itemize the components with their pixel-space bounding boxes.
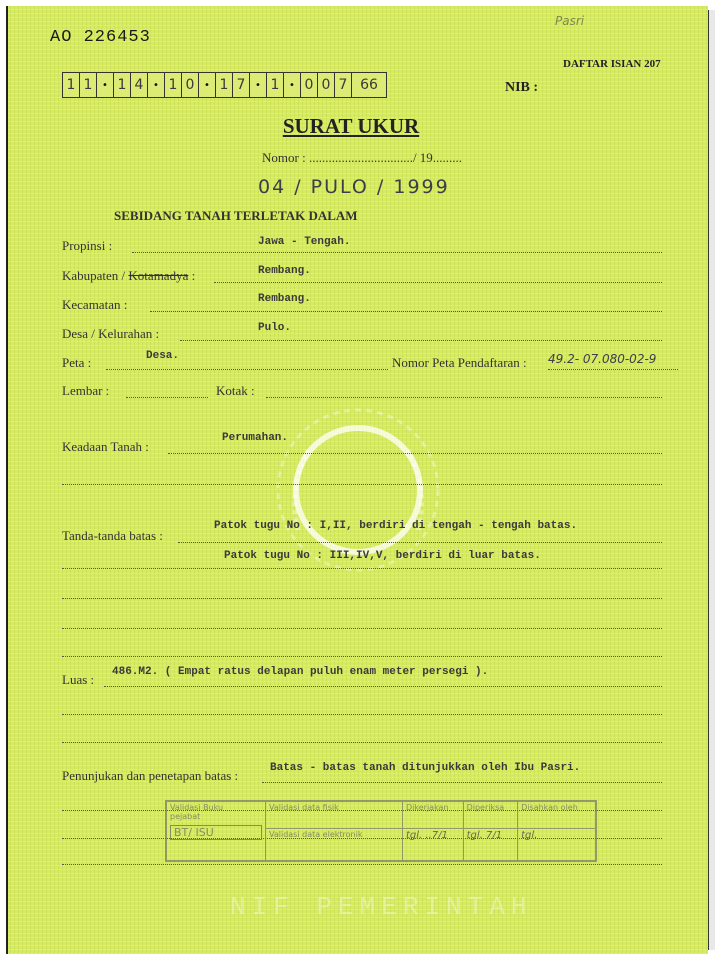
tanda-line-3 [62, 598, 662, 599]
nib-label: NIB : [505, 80, 539, 95]
luas-label: Luas : [62, 672, 95, 687]
stamp-col5-head: Disahkan oleh [518, 802, 596, 829]
lembar-line [126, 397, 208, 398]
nib-box: 66 [360, 77, 378, 93]
stamp-col1-box: BT/ ISU [170, 825, 262, 840]
penunjukan-label: Penunjukan dan penetapan batas : [62, 768, 239, 783]
nomor-value: 04 / PULO / 1999 [258, 176, 450, 198]
nib-box: 4 [131, 73, 148, 97]
desa-label: Desa / Kelurahan : [62, 326, 160, 341]
penunjukan-value: Batas - batas tanah ditunjukkan oleh Ibu Pasri. [270, 762, 581, 774]
desa-value: Pulo. [258, 322, 292, 334]
tanda-label: Tanda-tanda batas : [62, 528, 163, 543]
peta-value: Desa. [146, 350, 180, 362]
tanda-line [178, 542, 662, 543]
nib-box: • [250, 73, 267, 97]
nib-box: 7 [233, 73, 250, 97]
stamp-col5-signature: tgl. [518, 829, 596, 861]
desa-line [180, 340, 662, 341]
lembar-label: Lembar : [62, 383, 110, 398]
tanda-line-5 [62, 656, 662, 657]
luas-line [104, 686, 662, 687]
nib-box: 1 [80, 73, 97, 97]
tanda-line-4 [62, 628, 662, 629]
keadaan-line [168, 453, 662, 454]
stamp-col3-signature: tgl. ..7/1 [403, 829, 464, 861]
stamp-col1 [167, 802, 266, 861]
nomor-peta-value: 49.2- 07.080-02-9 [548, 352, 657, 366]
stamp-col1-top: Validasi Buku [170, 803, 224, 812]
kotamadya-struck: Kotamadya [128, 268, 189, 283]
kabupaten-value: Rembang. [258, 265, 311, 277]
paper-edge [708, 10, 715, 950]
validation-stamp [165, 800, 597, 862]
kecamatan-line [150, 311, 662, 312]
nib-box-row [62, 72, 387, 98]
peta-label: Peta : [62, 355, 92, 370]
nib-box: 1 [114, 73, 131, 97]
kabupaten-label-a: Kabupaten / [62, 268, 129, 283]
kabupaten-label-c: : [188, 268, 196, 283]
nomor-peta-line [548, 369, 678, 370]
kecamatan-label: Kecamatan : [62, 297, 128, 312]
nib-box: 1 [216, 73, 233, 97]
document-title: SURAT UKUR [282, 114, 420, 138]
stamp-col4-head: Diperiksa [463, 802, 518, 829]
kotak-label: Kotak : [216, 383, 255, 398]
propinsi-value: Jawa - Tengah. [258, 236, 351, 248]
stamp-col4-signature: tgl. 7/1 [463, 829, 518, 861]
penunjukan-line [262, 782, 662, 783]
serial-number: AO 226453 [50, 28, 151, 47]
nib-box: • [284, 73, 301, 97]
nib-box: • [148, 73, 165, 97]
stamp-col1-sub: pejabat [170, 812, 201, 821]
nib-box: 0 [182, 73, 199, 97]
stamp-col2-top: Validasi data fisik [266, 802, 403, 829]
keadaan-value: Perumahan. [222, 432, 289, 444]
kecamatan-value: Rembang. [258, 293, 311, 305]
propinsi-label: Propinsi : [62, 238, 113, 253]
luas-line-3 [62, 742, 662, 743]
stamp-col2-bottom: Validasi data elektronik [266, 829, 403, 861]
nib-box: 1 [63, 73, 80, 97]
form-code: DAFTAR ISIAN 207 [563, 58, 661, 70]
tanda-line2: Patok tugu No : III,IV,V, berdiri di luar batas. [224, 550, 541, 562]
nib-box: 0 [301, 73, 318, 97]
faded-watermark-text: NIF PEMERINTAH [230, 892, 533, 922]
tanda-line1: Patok tugu No : I,II, berdiri di tengah - tengah batas. [214, 520, 578, 532]
keadaan-line-2 [62, 484, 662, 485]
nomor-peta-label: Nomor Peta Pendaftaran : [392, 355, 527, 370]
luas-value: 486.M2. ( Empat ratus delapan puluh enam meter persegi ). [112, 666, 489, 678]
kotak-line [266, 397, 662, 398]
nib-box: 0 [318, 73, 335, 97]
peta-line [106, 369, 388, 370]
kabupaten-line [214, 282, 662, 283]
section-title: SEBIDANG TANAH TERLETAK DALAM [114, 208, 358, 223]
nib-box: • [97, 73, 114, 97]
stamp-table [166, 801, 596, 861]
pencil-note: Pasri [555, 14, 585, 28]
tanda-line-2 [62, 568, 662, 569]
keadaan-label: Keadaan Tanah : [62, 439, 149, 454]
penunjukan-line-4 [62, 864, 662, 865]
stamp-col3-head: Dikerjakan [403, 802, 464, 829]
kabupaten-label [62, 268, 195, 284]
nib-box: • [199, 73, 216, 97]
propinsi-line [132, 252, 662, 253]
nib-box: 1 [267, 73, 284, 97]
nib-box: 1 [165, 73, 182, 97]
luas-line-2 [62, 714, 662, 715]
nomor-label: Nomor : ................................/ 19......... [262, 150, 463, 165]
nib-box: 7 [335, 73, 352, 97]
